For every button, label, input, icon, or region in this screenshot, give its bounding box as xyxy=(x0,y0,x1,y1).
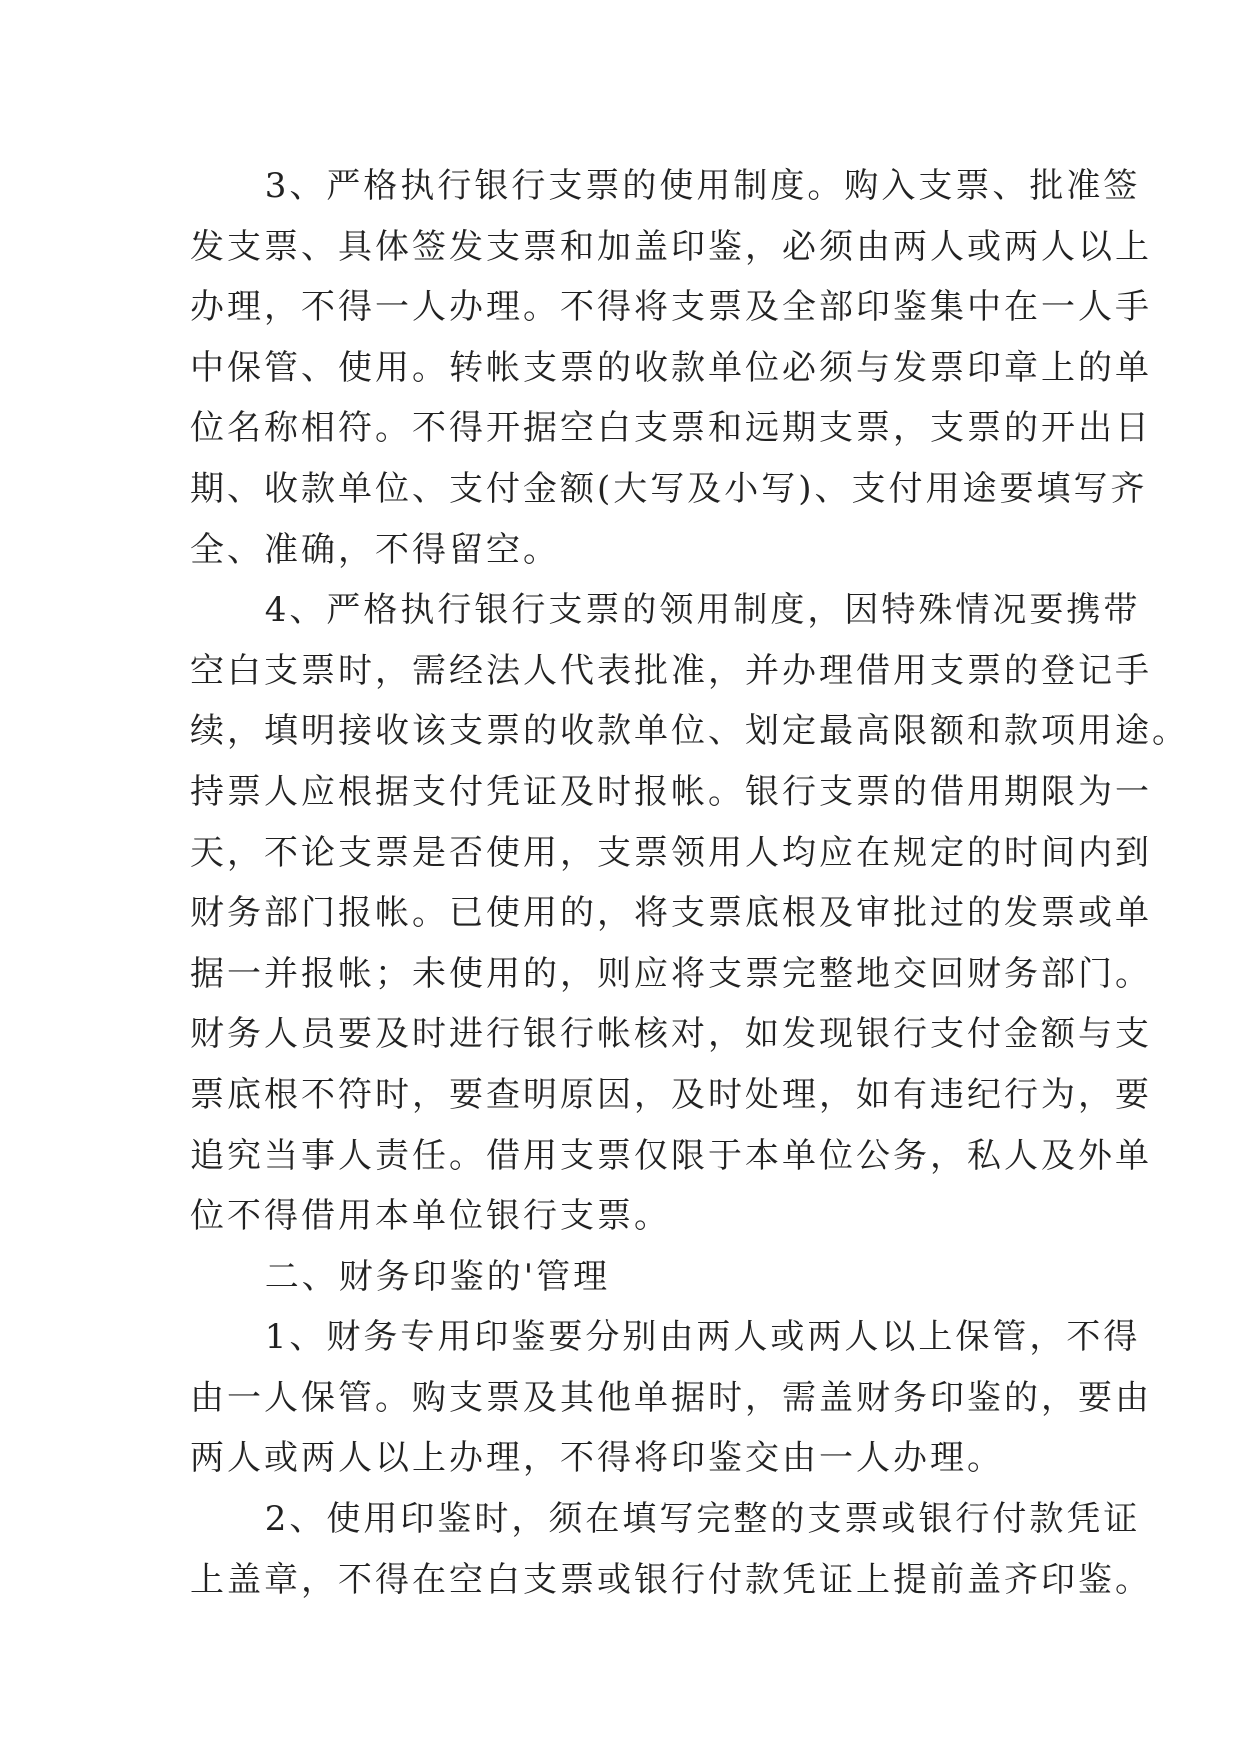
text-line: 期、收款单位、支付金额(大写及小写)、支付用途要填写齐 xyxy=(190,468,1148,509)
paragraph-cheque-collection xyxy=(190,580,1189,1247)
paragraph-seal-custody xyxy=(190,1307,1152,1489)
text-line: 发支票、具体签发支票和加盖印鉴，必须由两人或两人以上 xyxy=(190,226,1152,267)
text-line: 由一人保管。购支票及其他单据时，需盖财务印鉴的，要由 xyxy=(190,1377,1152,1418)
text-line: 办理，不得一人办理。不得将支票及全部印鉴集中在一人手 xyxy=(190,287,1152,328)
section-heading-seal-management xyxy=(190,1247,1050,1308)
paragraph-seal-usage xyxy=(190,1489,1152,1610)
text-line: 续，填明接收该支票的收款单位、划定最高限额和款项用途。 xyxy=(190,711,1189,752)
text-line: 两人或两人以上办理，不得将印鉴交由一人办理。 xyxy=(190,1438,1004,1479)
text-line: 据一并报帐；未使用的，则应将支票完整地交回财务部门。 xyxy=(190,953,1152,994)
text-line: 1、财务专用印鉴要分别由两人或两人以上保管，不得 xyxy=(264,1317,1141,1358)
text-line: 位不得借用本单位银行支票。 xyxy=(190,1196,671,1237)
text-line: 天，不论支票是否使用，支票领用人均应在规定的时间内到 xyxy=(190,832,1152,873)
text-line: 中保管、使用。转帐支票的收款单位必须与发票印章上的单 xyxy=(190,347,1152,388)
text-line: 追究当事人责任。借用支票仅限于本单位公务，私人及外单 xyxy=(190,1135,1152,1176)
text-line: 全、准确，不得留空。 xyxy=(190,529,560,570)
document-body xyxy=(190,156,1189,1610)
text-line: 财务人员要及时进行银行帐核对，如发现银行支付金额与支 xyxy=(190,1014,1152,1055)
text-line: 票底根不符时，要查明原因，及时处理，如有违纪行为，要 xyxy=(190,1074,1152,1115)
text-line: 位名称相符。不得开据空白支票和远期支票，支票的开出日 xyxy=(190,408,1152,449)
text-line: 财务部门报帐。已使用的，将支票底根及审批过的发票或单 xyxy=(190,893,1152,934)
text-line: 空白支票时，需经法人代表批准，并办理借用支票的登记手 xyxy=(190,650,1152,691)
text-line: 二、财务印鉴的'管理 xyxy=(264,1256,611,1297)
text-line: 3、严格执行银行支票的使用制度。购入支票、批准签 xyxy=(264,166,1141,206)
paragraph-cheque-usage xyxy=(190,156,1152,580)
text-line: 上盖章，不得在空白支票或银行付款凭证上提前盖齐印鉴。 xyxy=(190,1559,1152,1600)
text-line: 4、严格执行银行支票的领用制度，因特殊情况要携带 xyxy=(264,590,1141,631)
text-line: 持票人应根据支付凭证及时报帐。银行支票的借用期限为一 xyxy=(190,771,1152,812)
text-line: 2、使用印鉴时，须在填写完整的支票或银行付款凭证 xyxy=(264,1499,1141,1540)
